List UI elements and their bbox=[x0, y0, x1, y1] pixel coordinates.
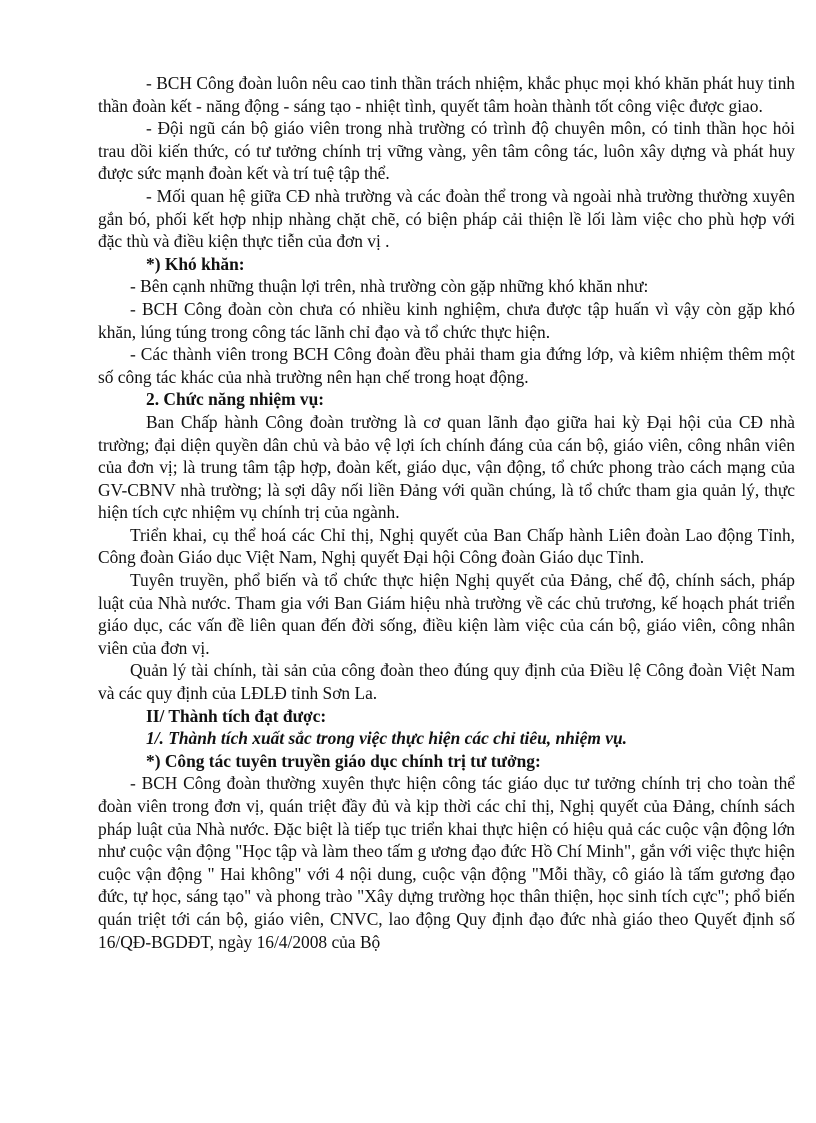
paragraph-relations: - Mối quan hệ giữa CĐ nhà trường và các đoàn thể trong và ngoài nhà trường thường xuyên gắn bó, phối kết hợp nhịp nhàng chặt chẽ, có biện pháp cải thiện lề lối làm việc cho phù hợp với đặc thù và điều kiện thực tiễn của đơn vị . bbox=[98, 185, 795, 252]
paragraph-members-duties: - Các thành viên trong BCH Công đoàn đều phải tham gia đứng lớp, và kiêm nhiệm thêm một số công tác khác của nhà trường nên hạn chế trong hoạt động. bbox=[98, 344, 795, 387]
heading-difficulties: *) Khó khăn: bbox=[146, 253, 245, 274]
paragraph-political-education: - BCH Công đoàn thường xuyên thực hiện công tác giáo dục tư tưởng chính trị cho toàn thể đoàn viên trong đơn vị, quán triệt đầy đủ và kịp thời các chỉ thị, Nghị quyết của Đảng, chính sách pháp luật của Nhà nước. Đặc biệt là tiếp tục triển khai thực hiện có hiệu quả các cuộc vận động lớn như cuộc vận động "Học tập và làm theo tấm g ương đạo đức Hồ Chí Minh", gắn với việc thực hiện cuộc vận động " Hai không" với 4 nội dung, cuộc vận động "Mỗi thầy, cô giáo là tấm gương đạo đức, tự học, sáng tạo" và phong trào "Xây dựng trường học thân thiện, học sinh tích cực"; phổ biến quán triệt tới cán bộ, giáo viên, CNVC, lao động Quy định đạo đức nhà giáo theo Quyết định số 16/QĐ-BGDĐT, ngày 16/4/2008 của Bộ bbox=[98, 773, 795, 952]
paragraph-implementation: Triển khai, cụ thể hoá các Chỉ thị, Nghị quyết của Ban Chấp hành Liên đoàn Lao động Tỉnh, Công đoàn Giáo dục Việt Nam, Nghị quyết Đại hội Công đoàn Giáo dục Tỉnh. bbox=[98, 524, 795, 568]
paragraph-inexperience: - BCH Công đoàn còn chưa có nhiều kinh nghiệm, chưa được tập huấn vì vậy còn gặp khó khăn, lúng túng trong công tác lãnh chỉ đạo và tổ chức thực hiện. bbox=[98, 298, 795, 342]
paragraph-difficulties-intro: - Bên cạnh những thuận lợi trên, nhà trường còn gặp những khó khăn như: bbox=[130, 276, 649, 297]
heading-outstanding-achievements: 1/. Thành tích xuất sắc trong việc thực hiện các chỉ tiêu, nhiệm vụ. bbox=[146, 728, 627, 749]
heading-functions: 2. Chức năng nhiệm vụ: bbox=[146, 389, 325, 410]
document-page bbox=[98, 72, 795, 953]
paragraph-executive-committee: Ban Chấp hành Công đoàn trường là cơ quan lãnh đạo giữa hai kỳ Đại hội của CĐ nhà trường; đại diện quyền dân chủ và bảo vệ lợi ích chính đáng của cán bộ, giáo viên, công nhân viên của đơn vị; là trung tâm tập hợp, đoàn kết, giáo dục, vận động, tổ chức phong trào cách mạng của GV-CBNV nhà trường; là sợi dây nối liền Đảng với quần chúng, là tổ chức tham gia quản lý, thực hiện tích cực nhiệm vụ chính trị của ngành. bbox=[98, 411, 795, 523]
paragraph-bch-commitment: - BCH Công đoàn luôn nêu cao tinh thần trách nhiệm, khắc phục mọi khó khăn phát huy tinh thần đoàn kết - năng động - sáng tạo - nhiệt tình, quyết tâm hoàn thành tốt công việc được giao. bbox=[98, 73, 795, 116]
paragraph-propaganda: Tuyên truyền, phổ biến và tổ chức thực hiện Nghị quyết của Đảng, chế độ, chính sách, pháp luật của Nhà nước. Tham gia với Ban Giám hiệu nhà trường về các chủ trương, kế hoạch phát triển giáo dục, các vấn đề liên quan đến đời sống, điều kiện làm việc của cán bộ, giáo viên, công nhân viên của đơn vị. bbox=[98, 570, 795, 658]
paragraph-teaching-staff: - Đội ngũ cán bộ giáo viên trong nhà trường có trình độ chuyên môn, có tinh thần học hỏi trau dồi kiến thức, có tư tưởng chính trị vững vàng, yên tâm công tác, luôn xây dựng và phát huy được sức mạnh đoàn kết và trí tuệ tập thể. bbox=[98, 118, 795, 184]
heading-achievements: II/ Thành tích đạt được: bbox=[146, 705, 327, 726]
paragraph-finance: Quản lý tài chính, tài sản của công đoàn theo đúng quy định của Điều lệ Công đoàn Việt Nam và các quy định của LĐLĐ tỉnh Sơn La. bbox=[98, 660, 795, 704]
heading-political-education: *) Công tác tuyên truyền giáo dục chính trị tư tưởng: bbox=[146, 750, 541, 771]
